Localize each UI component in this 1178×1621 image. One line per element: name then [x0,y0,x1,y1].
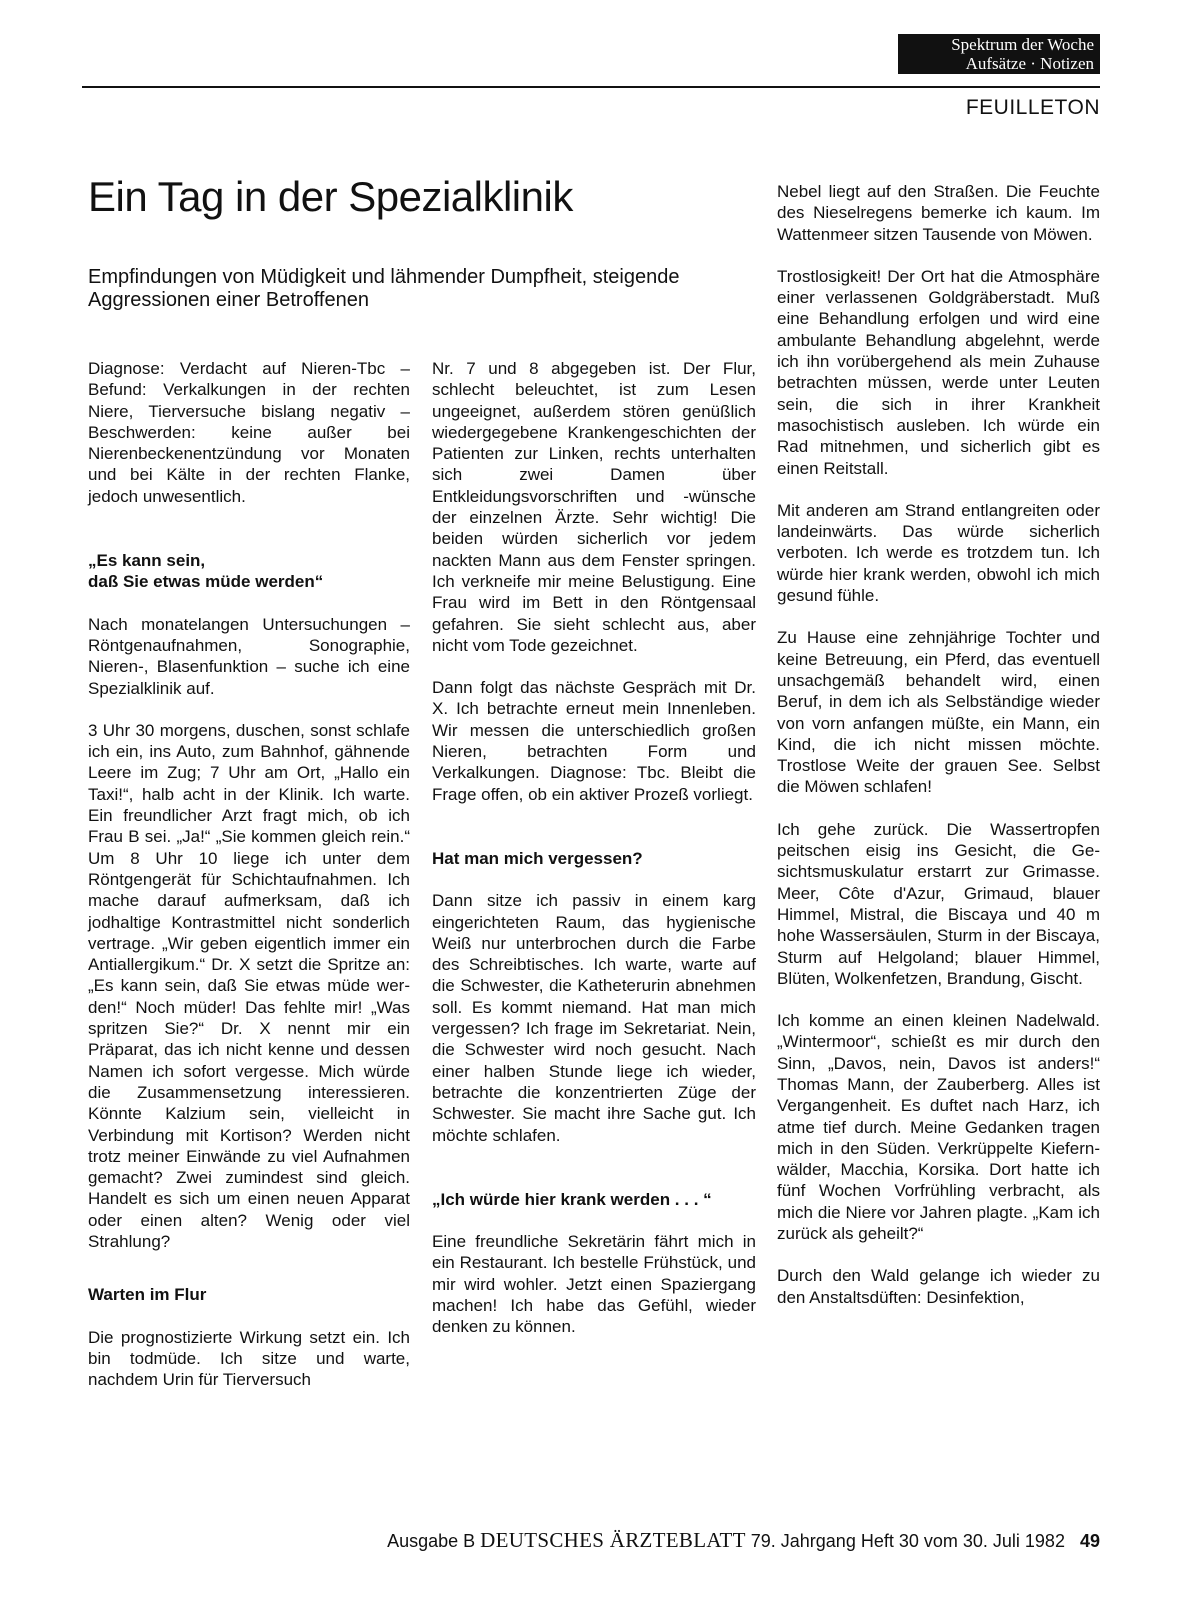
article-subtitle: Empfindungen von Müdigkeit und lähmender Dumpfheit, steigende Aggressionen einer Betroffenen [88,266,680,311]
badge-line-1: Spektrum der Woche [951,35,1094,54]
paragraph: Diagnose: Verdacht auf Nieren-Tbc – Befund: Verkalkungen in der rechten Niere, Tierversuche bislang negativ – Beschwerden: keine außer bei Nierenbeckenentzündung vor Monaten und bei Kälte in der rechten Flanke, jedoch unwesentlich. [88,359,410,506]
paragraph: Durch den Wald gelange ich wieder zu den Anstaltsdüften: Desinfektion, [777,1266,1100,1307]
edition-label: Ausgabe B [387,1531,476,1551]
section-badge [898,34,1100,74]
page-footer [387,1528,1100,1553]
paragraph: 3 Uhr 30 morgens, duschen, sonst schlafe ich ein, ins Auto, zum Bahnhof, gähnende Leere im Zug; 7 Uhr am Ort, „Hallo ein Taxi!“, halb acht in der Klinik. Ich warte. Ein freundlicher Arzt fragt mich, ob ich Frau B sei. „Ja!“ „Sie kommen gleich rein.“ Um 8 Uhr 10 liege ich unter dem Röntgengerät für Schichtaufnahmen. Ich mache darauf aufmerksam, daß ich jodhaltige Kontrastmittel nicht sonderlich vertrage. „Wir geben eigentlich immer ein Antiallergikum.“ Dr. X setzt die Spritze an: „Es kann sein, daß Sie etwas müde werden!“ Noch müder! Das fehlte mir! „Was spritzen Sie?“ Dr. X nennt mir ein Präparat, das ich nicht kenne und dessen Namen ich sofort vergesse. Mich würde die Zusammensetzung interessieren. Könnte Kalzium sein, vielleicht in Verbindung mit Kortison? Werden nicht trotz meiner Einwände zu viel Aufnahmen gemacht? Zwei zumindest sind gleich. Handelt es sich um einen neuen Apparat oder einen alten? Wenig oder viel Strahlung? [88,720,410,1251]
column-1 [88,358,410,1390]
paragraph: Nr. 7 und 8 abgegeben ist. Der Flur, schlecht beleuchtet, ist zum Lesen ungeeignet, außerdem stören genüßlich wiedergegebene Krankengeschichten der Patienten zur Linken, rechts unterhalten sich zwei Damen über Entkleidungsvorschriften und -wünsche der einzelnen Ärzte. Sehr wichtig! Die beiden würden sicherlich vor jedem nackten Mann aus dem Fenster springen. Ich verkneife mir meine Belustigung. Eine Frau wird im Bett in den Röntgensaal gefahren. Sie sieht schlecht aus, aber nicht vom Tode gezeichnet. [432,359,756,655]
paragraph: Ich gehe zurück. Die Wassertropfen peitschen eisig ins Gesicht, die Gesichtsmuskulatur erstarrt zur Grimasse. Meer, Côte d'Azur, Grimaud, blauer Himmel, Mistral, die Biscaya und 40 m hohe Wassersäulen, Sturm in der Biscaya, Sturm auf Helgoland; blauer Himmel, Blüten, Wolkenfetzen, Brandung, Gischt. [777,819,1100,988]
subheading: „Ich würde hier krank werden . . . “ [432,1189,712,1209]
subheading: Hat man mich vergessen? [432,848,643,868]
paragraph: Nebel liegt auf den Straßen. Die Feuchte des Nieselregens bemerke ich kaum. Im Wattenmeer sitzen Tausende von Möwen. [777,182,1100,244]
subheading [88,550,410,593]
paragraph: Mit anderen am Strand entlangreiten oder landeinwärts. Das würde sicherlich verboten. Ich werde es trotzdem tun. Ich würde hier krank werden, obwohl ich mich gesund fühle. [777,500,1100,606]
journal-name: DEUTSCHES ÄRZTEBLATT [480,1528,746,1552]
badge-line-2: Aufsätze · Notizen [965,54,1094,73]
issue-info: 79. Jahrgang Heft 30 vom 30. Juli 1982 [750,1531,1065,1551]
paragraph: Dann sitze ich passiv in einem karg eingerichteten Raum, das hygienische Weiß nur unterbrochen durch die Farbe des Schreibtisches. Ich warte, warte auf die Schwester, die Katheterurin abnehmen soll. Es kommt niemand. Hat man mich vergessen? Ich frage im Sekretariat. Nein, die Schwester wird noch gesucht. Nach einer halben Stunde liege ich wieder, betrachte die konzentrierten Züge der Schwester. Sie macht ihre Sache gut. Ich möchte schlafen. [432,891,756,1145]
paragraph: Eine freundliche Sekretärin fährt mich in ein Restaurant. Ich bestelle Frühstück, und mir wird wohler. Jetzt einen Spaziergang machen! Ich habe das Gefühl, wieder denken zu können. [432,1232,756,1337]
paragraph: Nach monatelangen Untersuchungen – Röntgenaufnahmen, Sonographie, Nieren-, Blasenfunktion – suche ich eine Spezialklinik auf. [88,614,410,698]
header-rule [82,86,1100,88]
column-3 [777,181,1100,1308]
section-label: FEUILLETON [965,96,1100,119]
page-number: 49 [1079,1531,1100,1551]
paragraph: Dann folgt das nächste Gespräch mit Dr. X. Ich betrachte erneut mein Innenleben. Wir messen die unterschiedlich großen Nieren, betrachten Form und Verkalkungen. Diagnose: Tbc. Bleibt die Frage offen, ob ein aktiver Prozeß vorliegt. [432,678,756,804]
paragraph: Trostlosigkeit! Der Ort hat die Atmosphäre einer verlassenen Goldgräberstadt. Muß eine Behandlung erfolgen und wird eine ambulante Behandlung abgelehnt, werde ich ihn vorübergehend als mein Zuhause betrachten müssen, werde unter Leuten sein, die sich in ihrer Krankheit masochistisch ausleben. Ich würde ein Rad mitnehmen, und sicherlich gibt es einen Reitstall. [777,266,1100,478]
subheading: Warten im Flur [88,1285,207,1305]
subheading-line: „Es kann sein, [88,551,206,571]
paragraph: Die prognostizierte Wirkung setzt ein. Ich bin todmüde. Ich sitze und warte, nachdem Urin für Tierversuch [88,1327,410,1390]
article-title: Ein Tag in der Spezialklinik [88,173,573,220]
column-2 [432,358,756,1338]
subheading-line: daß Sie etwas müde werden“ [88,572,324,592]
paragraph: Ich komme an einen kleinen Nadelwald. „Wintermoor“, schießt es mir durch den Sinn, „Davos, nein, Davos ist anders!“ Thomas Mann, der Zauberberg. Alles ist Vergangenheit. Es duftet nach Harz, ich atme tief durch. Meine Gedanken tragen mich in den Süden. Verkrüppelte Kiefernwälder, Macchia, Korsika. Dort hatte ich fünf Wochen Vorfrühling verbracht, als mich die Niere vor Jahren plagte. „Kam ich zurück als geheilt?“ [777,1011,1100,1244]
paragraph: Zu Hause eine zehnjährige Tochter und keine Betreuung, ein Pferd, das eventuell unsachgemäß behandelt wird, einen Beruf, in dem ich als Selbständige wieder von vorn anfangen müßte, ein Mann, ein Kind, die ich nicht missen möchte. Trostlose Weite der grauen See. Selbst die Möwen schlafen! [777,628,1100,797]
